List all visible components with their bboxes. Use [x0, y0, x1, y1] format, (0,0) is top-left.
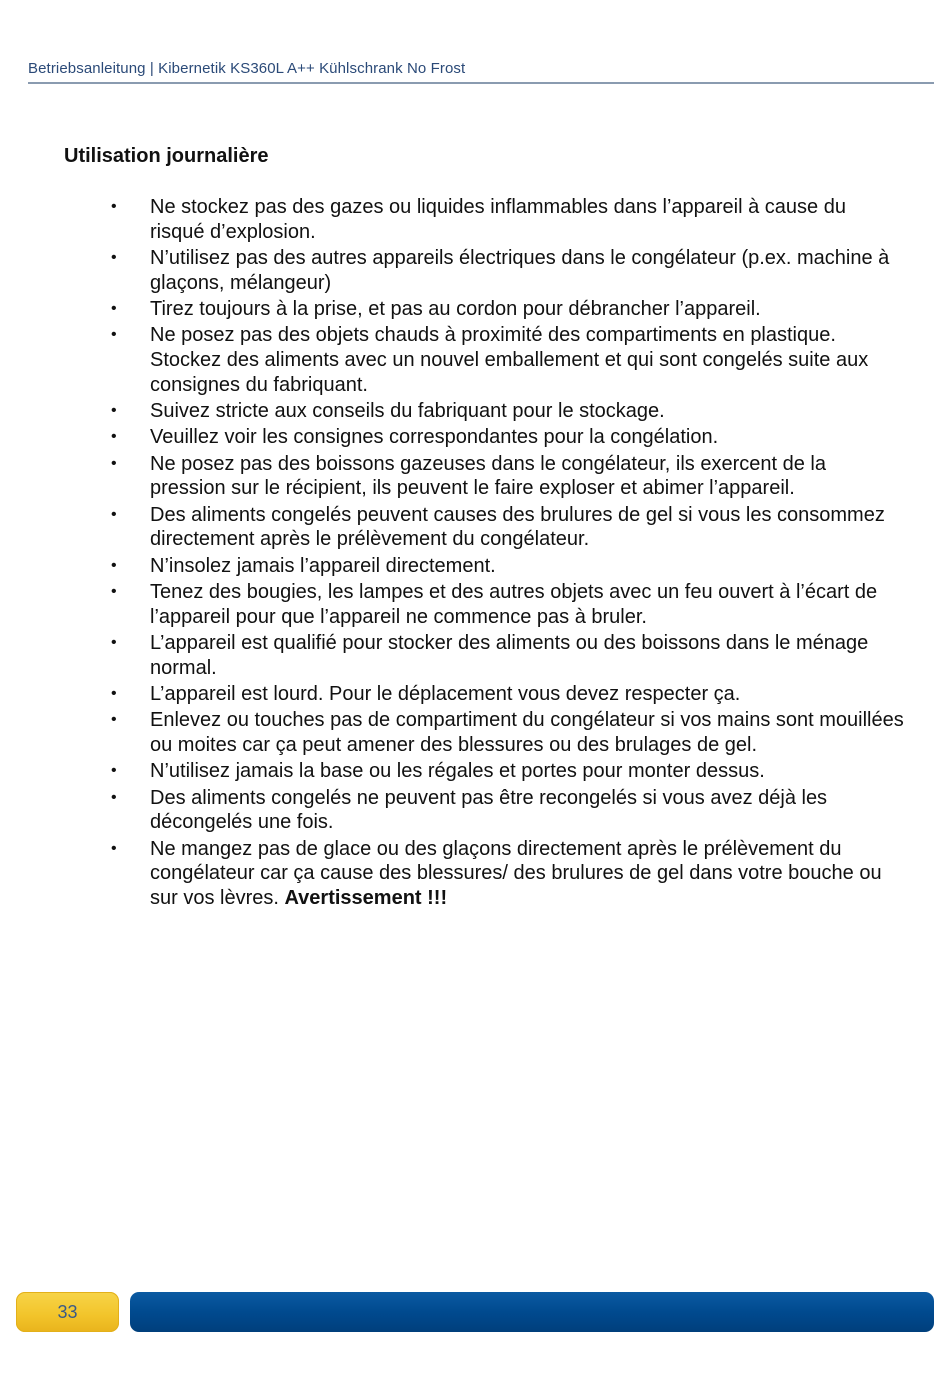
bullet-icon: •: [111, 401, 117, 419]
warning-emphasis: Avertissement !!!: [284, 886, 448, 909]
list-item: [105, 399, 905, 424]
bullet-icon: •: [111, 788, 117, 806]
bullet-icon: •: [111, 299, 117, 317]
list-item-text: Suivez stricte aux conseils du fabriquant pour le stockage.: [150, 399, 665, 422]
list-item-text: Ne posez pas des boissons gazeuses dans le congélateur, ils exercent de la pression sur le récipient, ils peuvent le faire exploser et abimer l’appareil.: [150, 452, 826, 500]
list-item-text: L’appareil est lourd. Pour le déplacement vous devez respecter ça.: [150, 683, 741, 706]
list-item-text: Tenez des bougies, les lampes et des autres objets avec un feu ouvert à l’écart de l’appareil pour que l’appareil ne commence pas à bruler.: [150, 581, 878, 628]
list-item-text: Ne posez pas des objets chauds à proximité des compartiments en plastique. Stockez des aliments avec un nouvel emballement et qui sont congelés suite aux consignes du fabriquant.: [150, 324, 869, 396]
bullet-icon: •: [111, 248, 117, 266]
bullet-icon: •: [111, 198, 117, 215]
bullet-icon: •: [111, 685, 117, 703]
bullet-icon: •: [111, 762, 117, 780]
bullet-icon: •: [111, 634, 117, 652]
bullet-icon: •: [111, 454, 117, 472]
list-item: [105, 195, 905, 244]
list-item-text: N’utilisez jamais la base ou les régales et portes pour monter dessus.: [150, 760, 765, 783]
list-item-text: Des aliments congelés ne peuvent pas être recongelés si vous avez déjà les décongelés une fois.: [150, 786, 828, 834]
list-item-text: L’appareil est qualifié pour stocker des aliments ou des boissons dans le ménage normal.: [150, 632, 869, 679]
list-item: [105, 580, 905, 629]
safety-bullet-list: [105, 195, 905, 912]
list-item: [105, 452, 905, 501]
header-divider: [28, 82, 934, 84]
list-item: [105, 631, 905, 680]
list-item: [105, 786, 905, 835]
bullet-icon: •: [111, 556, 117, 574]
list-item: [105, 759, 905, 784]
bullet-icon: •: [111, 326, 117, 344]
list-item-warning: [105, 837, 905, 911]
list-item: [105, 246, 905, 295]
section-title: Utilisation journalière: [64, 145, 269, 167]
list-item: [105, 708, 905, 757]
bullet-icon: •: [111, 583, 117, 601]
list-item: [105, 554, 905, 579]
bullet-icon: •: [111, 505, 117, 523]
list-item: [105, 297, 905, 322]
page-number-badge: [16, 1292, 119, 1332]
list-item: [105, 425, 905, 450]
list-item-text: Veuillez voir les consignes correspondantes pour la congélation.: [150, 426, 719, 449]
list-item: [105, 503, 905, 552]
list-item-text: N’insolez jamais l’appareil directement.: [150, 554, 496, 577]
list-item: [105, 682, 905, 707]
list-item-text: Des aliments congelés peuvent causes des brulures de gel si vous les consommez directement après le prélèvement du congélateur.: [150, 503, 885, 551]
list-item-text: Tirez toujours à la prise, et pas au cordon pour débrancher l’appareil.: [150, 297, 761, 320]
list-item-text: Ne mangez pas de glace ou des glaçons directement après le prélèvement du congélateur car ça cause des blessures/ des brulures de gel dans votre bouche ou sur vos lèvres.: [150, 837, 882, 909]
bullet-icon: •: [111, 711, 117, 729]
document-header: Betriebsanleitung | Kibernetik KS360L A++ Kühlschrank No Frost: [28, 60, 466, 77]
list-item-text: Enlevez ou touches pas de compartiment du congélateur si vos mains sont mouillées ou moites car ça peut amener des blessures ou des brulages de gel.: [150, 709, 904, 757]
footer-bar: [130, 1292, 934, 1332]
bullet-icon: •: [111, 839, 117, 857]
list-item-text: N’utilisez pas des autres appareils électriques dans le congélateur (p.ex. machine à glaçons, mélangeur): [150, 246, 890, 294]
page-number: 33: [57, 1301, 78, 1322]
bullet-icon: •: [111, 428, 117, 446]
list-item-text: Ne stockez pas des gazes ou liquides inflammables dans l’appareil à cause du risqué d’explosion.: [150, 196, 846, 243]
list-item: [105, 323, 905, 397]
